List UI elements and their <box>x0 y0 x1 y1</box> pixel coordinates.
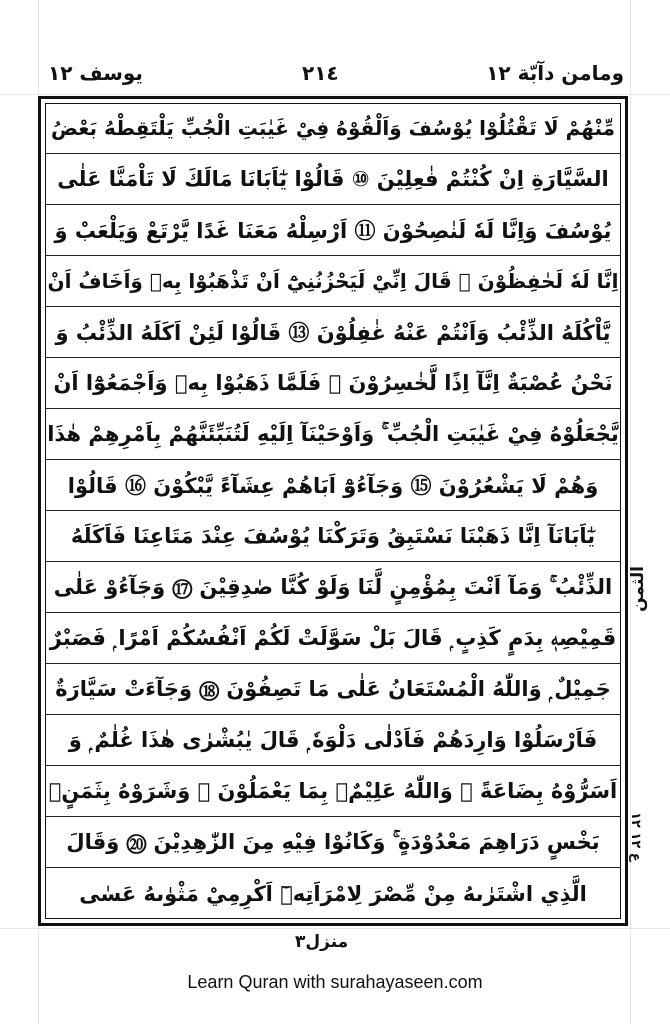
verse-line: يُوْسُفَ وَاِنَّا لَهٗ لَنٰصِحُوْنَ ⑪ اَرْسِلْهُ مَعَنَا غَدًا يَّرْتَعْ وَيَلْعَبْ وَ <box>45 205 621 256</box>
verse-line: مِّنْهُمْ لَا تَقْتُلُوْا يُوْسُفَ وَاَلْقُوْهُ فِيْ غَيٰبَتِ الْجُبِّ يَلْتَقِطْهُ بَعْضُ <box>45 103 621 154</box>
page-guide-right <box>630 0 631 1024</box>
verse-line: نَحْنُ عُصْبَةٌ اِنَّآ اِذًا لَّخٰسِرُوْنَ ⑭ فَلَمَّا ذَهَبُوْا بِهٖ وَاَجْمَعُوْٓا اَنْ <box>45 358 621 409</box>
verse-line: الَّذِي اشْتَرٰىهُ مِنْ مِّصْرَ لِامْرَاَتِهٖٓ اَكْرِمِيْ مَثْوٰىهُ عَسٰى <box>79 881 587 906</box>
verse-line: قَمِيْصِهٖ بِدَمٍ كَذِبٍ ۭ قَالَ بَلْ سَوَّلَتْ لَكُمْ اَنْفُسُكُمْ اَمْرًا ۭ فَصَبْرٌ <box>45 613 621 664</box>
surah-name: يوسف ١٢ <box>48 61 143 85</box>
page-number: ٢١٤ <box>302 61 339 85</box>
verse-line: بَخْسٍ دَرَاهِمَ مَعْدُوْدَةٍ ۚ وَكَانُوْا فِيْهِ مِنَ الزّٰهِدِيْنَ ⑳ وَقَالَ <box>45 817 621 868</box>
para-name: ومامن دآبّة ١٢ <box>486 61 624 85</box>
page-header <box>40 55 630 91</box>
verse-line: يٰٓاَبَانَآ اِنَّا ذَهَبْنَا نَسْتَبِقُ وَتَرَكْنَا يُوْسُفَ عِنْدَ مَتَاعِنَا فَاَكَلَهُ <box>45 511 621 562</box>
verse-line: الذِّئْبُ ۚ وَمَآ اَنْتَ بِمُؤْمِنٍ لَّنَا وَلَوْ كُنَّا صٰدِقِيْنَ ⑰ وَجَآءُوْ عَلٰى <box>45 562 621 613</box>
ruku-marker: ع ١٢ ١٢ <box>628 812 643 862</box>
manzil-label: منزل٣ <box>295 932 349 952</box>
verse-line: يَّاْكُلَهُ الذِّئْبُ وَاَنْتُمْ عَنْهُ غٰفِلُوْنَ ⑬ قَالُوْا لَئِنْ اَكَلَهُ الذِّئْبُ وَ <box>45 307 621 358</box>
verse-line: وَهُمْ لَا يَشْعُرُوْنَ ⑮ وَجَآءُوْٓ اَبَاهُمْ عِشَآءً يَّبْكُوْنَ ⑯ قَالُوْا <box>45 460 621 511</box>
page-guide-top <box>0 94 670 95</box>
thumn-marker: الثمن <box>628 566 648 612</box>
credit-text: Learn Quran with surahayaseen.com <box>187 972 483 992</box>
verse-line: يَّجْعَلُوْهُ فِيْ غَيٰبَتِ الْجُبِّ ۚ وَاَوْحَيْنَآ اِلَيْهِ لَتُنَبِّئَنَّهُمْ بِاَمْرِهِمْ هٰذَا <box>45 409 621 460</box>
verse-line: اِنَّا لَهٗ لَحٰفِظُوْنَ ⑫ قَالَ اِنِّيْ لَيَحْزُنُنِيْٓ اَنْ تَذْهَبُوْا بِهٖ وَاَخَافُ اَنْ <box>45 256 621 307</box>
page-guide-bottom <box>0 928 670 929</box>
verse-line: جَمِيْلٌ ۭ وَاللّٰهُ الْمُسْتَعَانُ عَلٰى مَا تَصِفُوْنَ ⑱ وَجَآءَتْ سَيَّارَةٌ <box>45 664 621 715</box>
verse-lines <box>45 103 621 919</box>
verse-line: فَاَرْسَلُوْا وَارِدَهُمْ فَاَدْلٰى دَلْوَهٗ ۭ قَالَ يٰبُشْرٰى هٰذَا غُلٰمٌ ۭ وَ <box>45 715 621 766</box>
verse-line: اَسَرُّوْهُ بِضَاعَةً ۭ وَاللّٰهُ عَلِيْمٌۢ بِمَا يَعْمَلُوْنَ ⑲ وَشَرَوْهُ بِثَمَنٍۢ <box>45 766 621 817</box>
verse-line: السَّيَّارَةِ اِنْ كُنْتُمْ فٰعِلِيْنَ ⑩ قَالُوْا يٰٓاَبَانَا مَالَكَ لَا تَاْمَنَّا عَلٰى <box>45 154 621 205</box>
